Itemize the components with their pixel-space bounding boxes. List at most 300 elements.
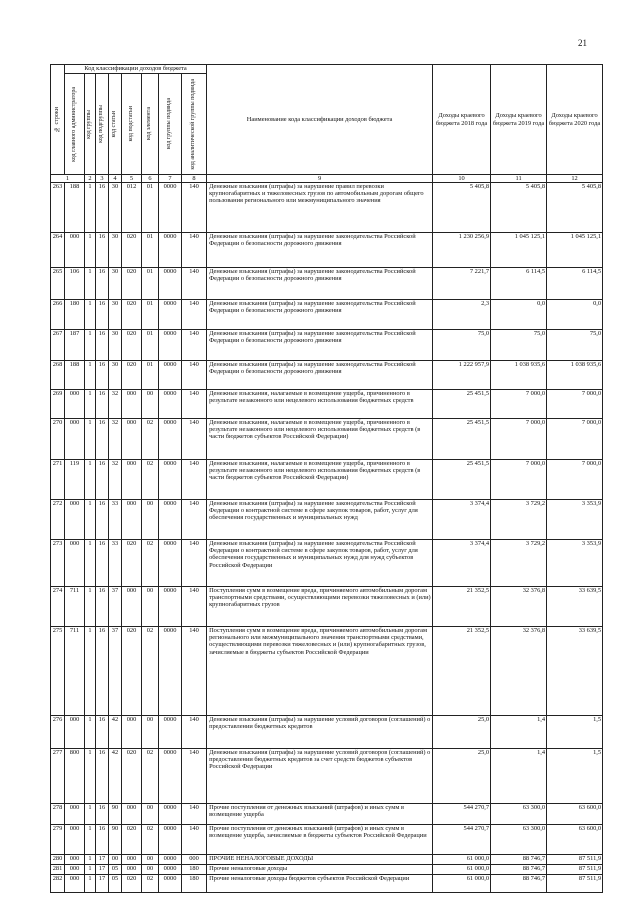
article-code: 37 [109,587,122,627]
subtype-code: 0000 [159,716,182,749]
analytic-code: 140 [182,540,207,587]
analytic-code: 140 [182,183,207,233]
value-2019: 3 729,2 [491,500,547,540]
group-code: 1 [85,587,96,627]
subtype-code: 0000 [159,183,182,233]
value-2019: 7 000,0 [491,419,547,460]
value-2020: 5 405,8 [547,183,603,233]
subtype-code: 0000 [159,540,182,587]
subgroup-code: 16 [96,716,109,749]
row-number: 272 [51,500,65,540]
analytic-code: 140 [182,233,207,268]
table-row [51,419,603,460]
header-element: код элемента [142,74,159,175]
subgroup-code: 16 [96,390,109,419]
header-2018: Доходы краевого бюджета 2018 года [433,65,491,175]
value-2018: 1 222 957,9 [433,361,491,390]
revenue-name: Прочие поступления от денежных взысканий (штрафов) и иных сумм в возмещение ущерба [207,804,433,825]
subtype-code: 0000 [159,825,182,855]
subgroup-code: 16 [96,460,109,500]
analytic-code: 140 [182,749,207,804]
article-code: 32 [109,390,122,419]
admin-code: 000 [65,419,85,460]
subgroup-code: 16 [96,300,109,330]
table-row [51,460,603,500]
group-code: 1 [85,627,96,716]
revenue-name: Денежные взыскания (штрафы) за нарушение законодательства Российской Федерации о безопасности дорожного движения [207,300,433,330]
article-code: 42 [109,716,122,749]
subarticle-code: 020 [122,233,142,268]
row-number: 268 [51,361,65,390]
table-row [51,804,603,825]
article-code: 05 [109,875,122,893]
admin-code: 000 [65,855,85,865]
analytic-code: 140 [182,825,207,855]
value-2020: 75,0 [547,330,603,361]
column-number: 10 [433,175,491,183]
subgroup-code: 16 [96,627,109,716]
value-2019: 88 746,7 [491,875,547,893]
subarticle-code: 000 [122,865,142,875]
column-number: 12 [547,175,603,183]
analytic-code: 180 [182,865,207,875]
value-2020: 0,0 [547,300,603,330]
analytic-code: 140 [182,300,207,330]
row-number: 263 [51,183,65,233]
subgroup-code: 16 [96,825,109,855]
article-code: 42 [109,749,122,804]
article-code: 30 [109,233,122,268]
analytic-code: 140 [182,419,207,460]
admin-code: 711 [65,587,85,627]
element-code: 00 [142,390,159,419]
row-number: 271 [51,460,65,500]
table-row [51,183,603,233]
subtype-code: 0000 [159,300,182,330]
row-number: 266 [51,300,65,330]
header-classification-group: Код классификации доходов бюджета [65,65,207,74]
article-code: 30 [109,268,122,300]
budget-revenue-table [50,64,603,893]
group-code: 1 [85,540,96,587]
table-row [51,390,603,419]
subarticle-code: 012 [122,183,142,233]
value-2018: 3 374,4 [433,500,491,540]
article-code: 90 [109,804,122,825]
article-code: 32 [109,460,122,500]
table-row [51,233,603,268]
table-row [51,825,603,855]
table-row [51,875,603,893]
subgroup-code: 16 [96,749,109,804]
element-code: 00 [142,855,159,865]
admin-code: 000 [65,540,85,587]
value-2018: 7 221,7 [433,268,491,300]
revenue-name: Денежные взыскания, налагаемые в возмещение ущерба, причиненного в результате незаконного или нецелевого использования бюджетных средств (в части бюджетов субъектов Российской Федерации) [207,419,433,460]
row-number: 276 [51,716,65,749]
row-number: 265 [51,268,65,300]
group-code: 1 [85,183,96,233]
value-2019: 1 038 935,6 [491,361,547,390]
admin-code: 188 [65,361,85,390]
value-2020: 7 000,0 [547,390,603,419]
element-code: 02 [142,825,159,855]
value-2018: 544 270,7 [433,804,491,825]
subarticle-code: 020 [122,300,142,330]
article-code: 30 [109,183,122,233]
subgroup-code: 16 [96,330,109,361]
value-2019: 32 376,8 [491,587,547,627]
table-row [51,268,603,300]
table-row [51,330,603,361]
analytic-code: 140 [182,587,207,627]
revenue-name: Денежные взыскания (штрафы) за нарушение законодательства Российской Федерации о контрактной системе в сфере закупок товаров, работ, услуг для обеспечения государственных и муниципальных нужд [207,500,433,540]
revenue-name: Денежные взыскания (штрафы) за нарушение правил перевозки крупногабаритных и тяжеловесных грузов по автомобильным дорогам общего пользования регионального или межмуниципального значения [207,183,433,233]
subtype-code: 0000 [159,855,182,865]
table-row [51,540,603,587]
element-code: 02 [142,749,159,804]
article-code: 00 [109,855,122,865]
value-2019: 75,0 [491,330,547,361]
group-code: 1 [85,419,96,460]
row-number: 269 [51,390,65,419]
subarticle-code: 000 [122,804,142,825]
value-2019: 6 114,5 [491,268,547,300]
column-number: 9 [207,175,433,183]
subgroup-code: 17 [96,865,109,875]
subarticle-code: 020 [122,540,142,587]
subarticle-code: 020 [122,875,142,893]
element-code: 01 [142,183,159,233]
analytic-code: 180 [182,875,207,893]
article-code: 30 [109,361,122,390]
group-code: 1 [85,804,96,825]
value-2020: 3 353,9 [547,540,603,587]
header-2020: Доходы краевого бюджета 2020 года [547,65,603,175]
column-number: 5 [122,175,142,183]
element-code: 00 [142,716,159,749]
admin-code: 119 [65,460,85,500]
subarticle-code: 020 [122,627,142,716]
value-2019: 1,4 [491,749,547,804]
revenue-name: Денежные взыскания, налагаемые в возмещение ущерба, причиненного в результате незаконного или нецелевого использования бюджетных средств [207,390,433,419]
value-2018: 25,0 [433,749,491,804]
admin-code: 188 [65,183,85,233]
table-row [51,855,603,865]
value-2019: 1,4 [491,716,547,749]
value-2020: 63 600,0 [547,804,603,825]
subgroup-code: 17 [96,875,109,893]
revenue-name: Поступления сумм в возмещение вреда, причиняемого автомобильным дорогам регионального или межмуниципального значения транспортными средствами, осуществляющими перевозки тяжеловесных и (или) крупногабаритных грузов, зачисляемые в бюджеты субъектов Российской Федерации [207,627,433,716]
analytic-code: 140 [182,268,207,300]
subtype-code: 0000 [159,361,182,390]
subarticle-code: 000 [122,587,142,627]
value-2019: 0,0 [491,300,547,330]
header-article: код статьи [109,74,122,175]
subarticle-code: 000 [122,716,142,749]
subgroup-code: 16 [96,268,109,300]
analytic-code: 140 [182,390,207,419]
analytic-code: 140 [182,460,207,500]
page-number: 21 [578,38,587,48]
subarticle-code: 000 [122,460,142,500]
revenue-name: Денежные взыскания (штрафы) за нарушение законодательства Российской Федерации о безопасности дорожного движения [207,330,433,361]
row-number: 282 [51,875,65,893]
element-code: 01 [142,330,159,361]
value-2020: 1,5 [547,716,603,749]
article-code: 32 [109,419,122,460]
value-2018: 25 451,5 [433,460,491,500]
value-2018: 61 000,0 [433,855,491,865]
admin-code: 180 [65,300,85,330]
admin-code: 000 [65,865,85,875]
revenue-name: ПРОЧИЕ НЕНАЛОГОВЫЕ ДОХОДЫ [207,855,433,865]
row-number: 275 [51,627,65,716]
subtype-code: 0000 [159,749,182,804]
admin-code: 187 [65,330,85,361]
value-2019: 5 405,8 [491,183,547,233]
value-2020: 7 000,0 [547,419,603,460]
element-code: 01 [142,361,159,390]
revenue-name: Денежные взыскания, налагаемые в возмещение ущерба, причиненного в результате незаконного или нецелевого использования бюджетных средств (в части бюджетов субъектов Российской Федерации) [207,460,433,500]
header-row-no: № строки [51,65,65,175]
value-2020: 1 045 125,1 [547,233,603,268]
element-code: 00 [142,587,159,627]
analytic-code: 140 [182,361,207,390]
value-2020: 87 511,9 [547,865,603,875]
subgroup-code: 16 [96,587,109,627]
value-2019: 7 000,0 [491,460,547,500]
header-subtype: код группы подвида [159,74,182,175]
table-row [51,300,603,330]
subarticle-code: 020 [122,268,142,300]
element-code: 00 [142,500,159,540]
value-2019: 88 746,7 [491,865,547,875]
analytic-code: 140 [182,627,207,716]
subarticle-code: 000 [122,419,142,460]
admin-code: 000 [65,825,85,855]
subarticle-code: 000 [122,500,142,540]
header-2019: Доходы краевого бюджета 2019 года [491,65,547,175]
revenue-name: Денежные взыскания (штрафы) за нарушение условий договоров (соглашений) о предоставлении бюджетных кредитов за счет средств бюджетов субъектов Российской Федерации [207,749,433,804]
group-code: 1 [85,268,96,300]
admin-code: 000 [65,233,85,268]
admin-code: 711 [65,627,85,716]
subarticle-code: 000 [122,390,142,419]
value-2018: 25,0 [433,716,491,749]
subtype-code: 0000 [159,627,182,716]
value-2019: 3 729,2 [491,540,547,587]
value-2019: 1 045 125,1 [491,233,547,268]
table-row [51,716,603,749]
value-2020: 87 511,9 [547,875,603,893]
value-2018: 21 352,5 [433,587,491,627]
element-code: 02 [142,460,159,500]
header-analytic: код аналитической группы подвида [182,74,207,175]
value-2020: 33 639,5 [547,587,603,627]
admin-code: 000 [65,500,85,540]
element-code: 01 [142,300,159,330]
element-code: 00 [142,804,159,825]
table-row [51,587,603,627]
header-subarticle: код подстатьи [122,74,142,175]
value-2019: 7 000,0 [491,390,547,419]
row-number: 270 [51,419,65,460]
revenue-name: Поступления сумм в возмещение вреда, причиняемого автомобильным дорогам транспортными средствами, осуществляющими перевозки тяжеловесных и (или) крупногабаритных грузов [207,587,433,627]
value-2018: 21 352,5 [433,627,491,716]
group-code: 1 [85,300,96,330]
revenue-name: Денежные взыскания (штрафы) за нарушение законодательства Российской Федерации о контрактной системе в сфере закупок товаров, работ, услуг для обеспечения государственных и муниципальных нужд для нужд субъектов Российской Федерации [207,540,433,587]
value-2018: 61 000,0 [433,865,491,875]
column-numbers-row [51,175,603,183]
column-number: 3 [96,175,109,183]
revenue-name: Прочие поступления от денежных взысканий (штрафов) и иных сумм в возмещение ущерба, зачисляемые в бюджеты субъектов Российской Федерации [207,825,433,855]
subgroup-code: 16 [96,233,109,268]
value-2018: 25 451,5 [433,419,491,460]
value-2020: 1 038 935,6 [547,361,603,390]
subtype-code: 0000 [159,804,182,825]
group-code: 1 [85,716,96,749]
article-code: 33 [109,500,122,540]
header-name: Наименование кода классификации доходов бюджета [207,65,433,175]
column-number: 1 [51,175,85,183]
group-code: 1 [85,500,96,540]
value-2018: 5 405,8 [433,183,491,233]
subgroup-code: 16 [96,419,109,460]
group-code: 1 [85,825,96,855]
header-admin: код главного администратора [65,74,85,175]
table-row [51,627,603,716]
group-code: 1 [85,361,96,390]
table-row [51,865,603,875]
revenue-name: Денежные взыскания (штрафы) за нарушение законодательства Российской Федерации о безопасности дорожного движения [207,233,433,268]
table-row [51,500,603,540]
analytic-code: 000 [182,855,207,865]
value-2020: 33 639,5 [547,627,603,716]
subtype-code: 0000 [159,865,182,875]
subtype-code: 0000 [159,233,182,268]
analytic-code: 140 [182,716,207,749]
admin-code: 800 [65,749,85,804]
value-2018: 25 451,5 [433,390,491,419]
analytic-code: 140 [182,500,207,540]
value-2019: 88 746,7 [491,855,547,865]
article-code: 33 [109,540,122,587]
value-2020: 87 511,9 [547,855,603,865]
value-2018: 61 000,0 [433,875,491,893]
table-row [51,361,603,390]
element-code: 02 [142,540,159,587]
row-number: 279 [51,825,65,855]
article-code: 30 [109,330,122,361]
subgroup-code: 16 [96,540,109,587]
element-code: 02 [142,875,159,893]
subarticle-code: 000 [122,855,142,865]
value-2018: 75,0 [433,330,491,361]
row-number: 264 [51,233,65,268]
value-2020: 6 114,5 [547,268,603,300]
subtype-code: 0000 [159,268,182,300]
header-subgroup: код подгруппы [96,74,109,175]
group-code: 1 [85,875,96,893]
revenue-name: Денежные взыскания (штрафы) за нарушение законодательства Российской Федерации о безопасности дорожного движения [207,361,433,390]
subgroup-code: 17 [96,855,109,865]
admin-code: 000 [65,390,85,419]
group-code: 1 [85,460,96,500]
subgroup-code: 16 [96,500,109,540]
subtype-code: 0000 [159,330,182,361]
subarticle-code: 020 [122,749,142,804]
row-number: 281 [51,865,65,875]
group-code: 1 [85,330,96,361]
value-2019: 63 300,0 [491,825,547,855]
admin-code: 106 [65,268,85,300]
value-2018: 2,3 [433,300,491,330]
row-number: 274 [51,587,65,627]
article-code: 37 [109,627,122,716]
subgroup-code: 16 [96,183,109,233]
subarticle-code: 020 [122,330,142,361]
subtype-code: 0000 [159,500,182,540]
admin-code: 000 [65,716,85,749]
article-code: 05 [109,865,122,875]
value-2020: 7 000,0 [547,460,603,500]
subtype-code: 0000 [159,390,182,419]
subgroup-code: 16 [96,804,109,825]
row-number: 278 [51,804,65,825]
value-2018: 544 270,7 [433,825,491,855]
row-number: 267 [51,330,65,361]
header-group: код группы [85,74,96,175]
table-row [51,749,603,804]
revenue-name: Денежные взыскания (штрафы) за нарушение законодательства Российской Федерации о безопасности дорожного движения [207,268,433,300]
revenue-name: Прочие неналоговые доходы [207,865,433,875]
row-number: 277 [51,749,65,804]
column-number: 2 [85,175,96,183]
element-code: 00 [142,865,159,875]
element-code: 02 [142,419,159,460]
column-number: 4 [109,175,122,183]
element-code: 02 [142,627,159,716]
subarticle-code: 020 [122,361,142,390]
subtype-code: 0000 [159,419,182,460]
article-code: 30 [109,300,122,330]
analytic-code: 140 [182,804,207,825]
article-code: 90 [109,825,122,855]
row-number: 273 [51,540,65,587]
value-2020: 63 600,0 [547,825,603,855]
subtype-code: 0000 [159,460,182,500]
analytic-code: 140 [182,330,207,361]
group-code: 1 [85,865,96,875]
group-code: 1 [85,390,96,419]
subarticle-code: 020 [122,825,142,855]
admin-code: 000 [65,804,85,825]
column-number: 7 [159,175,182,183]
group-code: 1 [85,749,96,804]
subtype-code: 0000 [159,875,182,893]
value-2020: 1,5 [547,749,603,804]
admin-code: 000 [65,875,85,893]
group-code: 1 [85,233,96,268]
value-2019: 63 300,0 [491,804,547,825]
column-number: 11 [491,175,547,183]
revenue-name: Денежные взыскания (штрафы) за нарушение условий договоров (соглашений) о предоставлении бюджетных кредитов [207,716,433,749]
group-code: 1 [85,855,96,865]
element-code: 01 [142,233,159,268]
value-2018: 3 374,4 [433,540,491,587]
subtype-code: 0000 [159,587,182,627]
